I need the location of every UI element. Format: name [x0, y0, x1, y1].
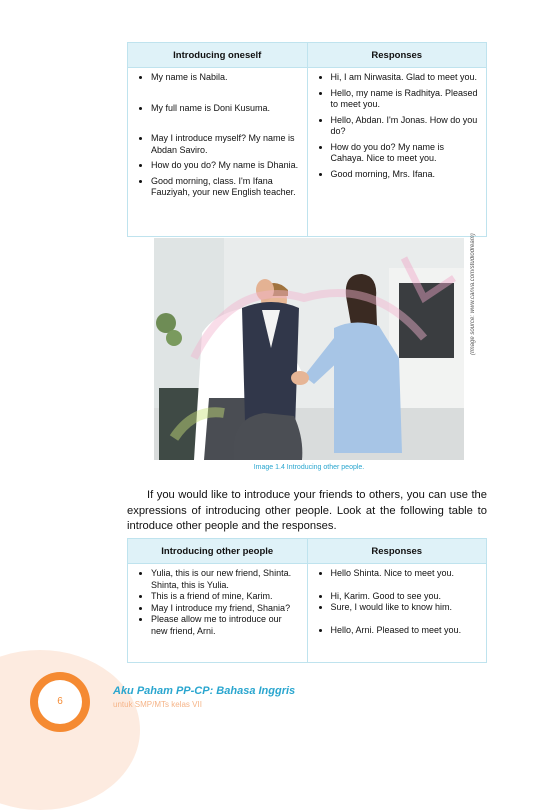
table1-header-right: Responses [307, 43, 487, 68]
list-item: • Sure, I would like to know him. [331, 602, 481, 614]
table1-header-left: Introducing oneself [128, 43, 308, 68]
list-item: • Yulia, this is our new friend, Shinta. Shinta, this is Yulia. [151, 568, 301, 591]
introducing-oneself-table [127, 42, 487, 237]
list-item: • Hello, my name is Radhitya. Pleased to meet you. [331, 88, 481, 111]
list-item: • Good morning, Mrs. Ifana. [331, 169, 481, 181]
image-caption: Image 1.4 Introducing other people. [253, 464, 365, 471]
table1-right-cell [307, 68, 487, 237]
table1-left-cell [128, 68, 308, 237]
list-item: • Hi, Karim. Good to see you. [331, 591, 481, 603]
table2-right-cell [307, 564, 487, 663]
list-item: • Please allow me to introduce our new friend, Arni. [151, 614, 301, 637]
introducing-others-table [127, 538, 487, 663]
body-paragraph: If you would like to introduce your friends to others, you can use the expressions of introducing other people. Look at the following table to introduce other people and the responses. [127, 489, 487, 532]
list-item: • Hello, Arni. Pleased to meet you. [331, 625, 481, 637]
list-item: • Hi, I am Nirwasita. Glad to meet you. [331, 72, 481, 84]
list-item: • Hello, Abdan. I'm Jonas. How do you do? [331, 115, 481, 138]
table2-left-cell [128, 564, 308, 663]
page-number: 6 [38, 680, 82, 724]
list-item: • My name is Nabila. [151, 72, 301, 84]
list-item: • How do you do? My name is Cahaya. Nice to meet you. [331, 142, 481, 165]
book-title: Aku Paham PP-CP: Bahasa Inggris [113, 685, 296, 697]
list-item: • May I introduce my friend, Shania? [151, 603, 301, 615]
list-item: • Good morning, class. I'm Ifana Fauziyah, your new English teacher. [151, 176, 301, 199]
list-item: • May I introduce myself? My name is Abdan Saviro. [151, 133, 301, 156]
list-item: • My full name is Doni Kusuma. [151, 103, 301, 115]
handshake-photo [154, 238, 464, 460]
image-credit: (Image source: www.canva.com/studiodream) [470, 233, 476, 355]
book-subtitle: untuk SMP/MTs kelas VII [113, 700, 202, 709]
table2-header-right: Responses [307, 539, 487, 564]
list-item: • This is a friend of mine, Karim. [151, 591, 301, 603]
watermark-logo [154, 238, 464, 460]
table2-header-left: Introducing other people [128, 539, 308, 564]
list-item: • Hello Shinta. Nice to meet you. [331, 568, 481, 580]
list-item: • How do you do? My name is Dhania. [151, 160, 301, 172]
